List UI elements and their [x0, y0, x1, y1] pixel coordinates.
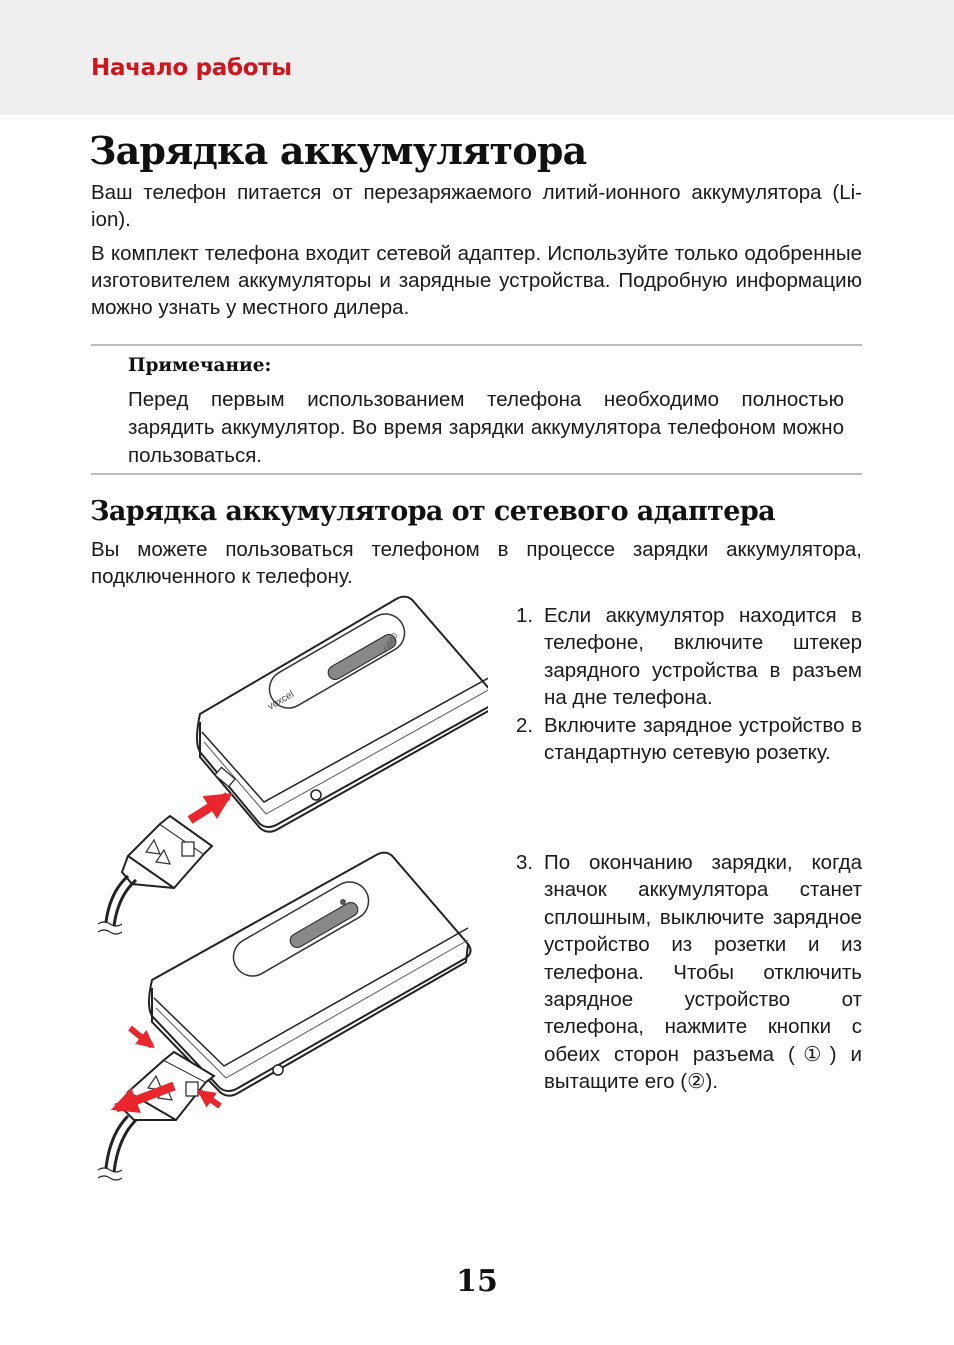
press-arrow-left [130, 1028, 152, 1046]
intro-paragraph-2: В комплект телефона входит сетевой адаптер. Используйте только одобренные изготовителем аккумуляторы и зарядные устройства. Подробную информацию можно узнать у местного дилера. [91, 242, 862, 319]
step-item [516, 849, 862, 1096]
steps-list-b [516, 849, 862, 1096]
step-number: 1. [516, 604, 534, 627]
subsection-title: Зарядка аккумулятора от сетевого адаптера [90, 496, 776, 527]
page-title: Зарядка аккумулятора [89, 128, 587, 173]
step-item [516, 712, 862, 767]
step-text: По окончанию зарядки, когда значок аккумулятора станет сплошным, выключите зарядное устройство из розетки и из телефона. Чтобы отключить зарядное устройство от телефона, нажмите кнопки с обеих сторон разъема (①) и вытащите его (②). [544, 851, 862, 1094]
brand-logo-text: voxcel [266, 688, 297, 713]
note-heading: Примечание: [128, 355, 272, 376]
connector-plug-top [98, 816, 212, 934]
step-text: Включите зарядное устройство в стандартную сетевую розетку. [544, 713, 862, 765]
page-number: 15 [456, 1264, 498, 1299]
note-top-rule [91, 344, 862, 346]
model-label-text: G580 [381, 631, 400, 653]
step-number: 2. [516, 713, 534, 737]
step-number: 3. [516, 851, 534, 874]
insert-arrow [190, 796, 228, 820]
section-label: Начало работы [91, 55, 292, 81]
step-item [516, 602, 862, 712]
charging-illustration [88, 592, 488, 1192]
phone-illustration-top [197, 597, 488, 832]
connector-plug-bottom [98, 1052, 214, 1180]
steps-list-a [516, 602, 862, 766]
subsection-intro: Вы можете пользоваться телефоном в процессе зарядки аккумулятора, подключенного к телефону. [91, 538, 862, 588]
note-bottom-rule [91, 473, 862, 475]
note-body: Перед первым использованием телефона необходимо полностью зарядить аккумулятор. Во время зарядки аккумулятора телефоном можно пользоваться. [128, 388, 844, 467]
press-arrow-right [200, 1092, 220, 1106]
step-text: Если аккумулятор находится в телефоне, включите штекер зарядного устройства в разъем на дне телефона. [544, 604, 862, 710]
intro-paragraph-1: Ваш телефон питается от перезаряжаемого литий-ионного аккумулятора (Li-ion). [91, 181, 862, 231]
phone-illustration-bottom [149, 853, 471, 1096]
